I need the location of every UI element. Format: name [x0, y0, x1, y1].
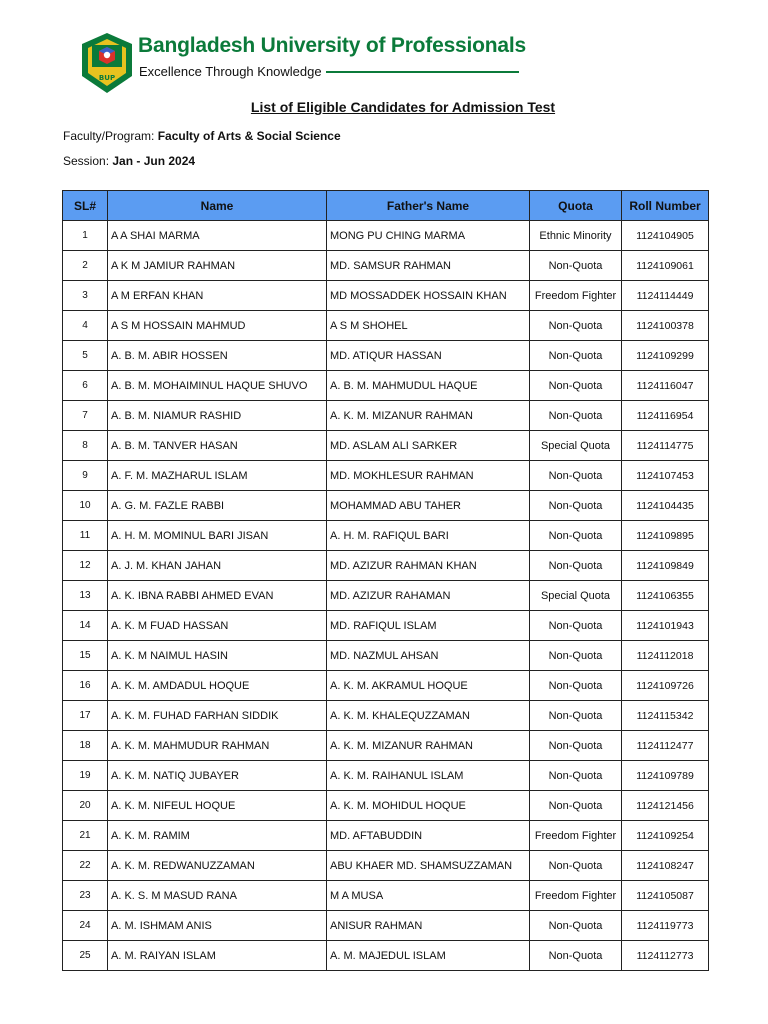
- cell-roll-number: 1124112773: [622, 941, 709, 971]
- cell-quota: Non-Quota: [530, 251, 622, 281]
- column-header-fathers-name: Father's Name: [327, 191, 530, 221]
- cell-sl: 1: [63, 221, 108, 251]
- cell-roll-number: 1124100378: [622, 311, 709, 341]
- cell-roll-number: 1124112018: [622, 641, 709, 671]
- cell-fathers-name: ABU KHAER MD. SHAMSUZZAMAN: [327, 851, 530, 881]
- cell-roll-number: 1124105087: [622, 881, 709, 911]
- cell-roll-number: 1124109895: [622, 521, 709, 551]
- column-header-quota: Quota: [530, 191, 622, 221]
- faculty-value: Faculty of Arts & Social Science: [157, 129, 341, 143]
- cell-roll-number: 1124119773: [622, 911, 709, 941]
- cell-fathers-name: MD. RAFIQUL ISLAM: [327, 611, 530, 641]
- cell-sl: 11: [63, 521, 108, 551]
- cell-roll-number: 1124109254: [622, 821, 709, 851]
- cell-fathers-name: A. H. M. RAFIQUL BARI: [327, 521, 530, 551]
- cell-name: A. K. IBNA RABBI AHMED EVAN: [108, 581, 327, 611]
- table-header-row: [63, 191, 709, 221]
- table-row: [63, 461, 709, 491]
- cell-name: A. K. M. REDWANUZZAMAN: [108, 851, 327, 881]
- table-row: [63, 731, 709, 761]
- cell-fathers-name: A. B. M. MAHMUDUL HAQUE: [327, 371, 530, 401]
- table-row: [63, 791, 709, 821]
- cell-fathers-name: MD. AZIZUR RAHAMAN: [327, 581, 530, 611]
- cell-name: A. H. M. MOMINUL BARI JISAN: [108, 521, 327, 551]
- cell-name: A S M HOSSAIN MAHMUD: [108, 311, 327, 341]
- candidates-table: [62, 190, 709, 971]
- cell-name: A. K. M. MAHMUDUR RAHMAN: [108, 731, 327, 761]
- table-row: [63, 821, 709, 851]
- cell-sl: 25: [63, 941, 108, 971]
- cell-roll-number: 1124121456: [622, 791, 709, 821]
- cell-fathers-name: A. K. M. MIZANUR RAHMAN: [327, 401, 530, 431]
- cell-fathers-name: MD. MOKHLESUR RAHMAN: [327, 461, 530, 491]
- cell-fathers-name: MD. SAMSUR RAHMAN: [327, 251, 530, 281]
- cell-sl: 23: [63, 881, 108, 911]
- cell-fathers-name: ANISUR RAHMAN: [327, 911, 530, 941]
- faculty-label: Faculty/Program:: [63, 129, 158, 143]
- cell-fathers-name: MONG PU CHING MARMA: [327, 221, 530, 251]
- cell-quota: Non-Quota: [530, 311, 622, 341]
- cell-name: A. B. M. TANVER HASAN: [108, 431, 327, 461]
- logo-lettering: BUP: [98, 74, 116, 82]
- table-row: [63, 701, 709, 731]
- document-title: List of Eligible Candidates for Admission Test: [250, 99, 556, 115]
- cell-quota: Non-Quota: [530, 761, 622, 791]
- cell-sl: 6: [63, 371, 108, 401]
- cell-sl: 8: [63, 431, 108, 461]
- cell-name: A. K. M. RAMIM: [108, 821, 327, 851]
- cell-quota: Non-Quota: [530, 371, 622, 401]
- cell-quota: Non-Quota: [530, 401, 622, 431]
- cell-roll-number: 1124104905: [622, 221, 709, 251]
- cell-quota: Non-Quota: [530, 521, 622, 551]
- cell-quota: Freedom Fighter: [530, 281, 622, 311]
- table-row: [63, 251, 709, 281]
- cell-sl: 18: [63, 731, 108, 761]
- cell-fathers-name: A. K. M. MOHIDUL HOQUE: [327, 791, 530, 821]
- table-row: [63, 851, 709, 881]
- cell-name: A. K. M FUAD HASSAN: [108, 611, 327, 641]
- cell-fathers-name: A. K. M. RAIHANUL ISLAM: [327, 761, 530, 791]
- cell-name: A. G. M. FAZLE RABBI: [108, 491, 327, 521]
- cell-sl: 5: [63, 341, 108, 371]
- table-row: [63, 311, 709, 341]
- cell-name: A. B. M. NIAMUR RASHID: [108, 401, 327, 431]
- cell-quota: Non-Quota: [530, 851, 622, 881]
- cell-quota: Non-Quota: [530, 791, 622, 821]
- cell-fathers-name: MD. ATIQUR HASSAN: [327, 341, 530, 371]
- cell-sl: 9: [63, 461, 108, 491]
- cell-roll-number: 1124101943: [622, 611, 709, 641]
- table-row: [63, 611, 709, 641]
- cell-quota: Non-Quota: [530, 611, 622, 641]
- cell-fathers-name: A. K. M. AKRAMUL HOQUE: [327, 671, 530, 701]
- column-header-sl: SL#: [63, 191, 108, 221]
- cell-roll-number: 1124109726: [622, 671, 709, 701]
- cell-fathers-name: MD. AZIZUR RAHMAN KHAN: [327, 551, 530, 581]
- cell-quota: Non-Quota: [530, 461, 622, 491]
- cell-sl: 10: [63, 491, 108, 521]
- cell-roll-number: 1124116047: [622, 371, 709, 401]
- cell-sl: 19: [63, 761, 108, 791]
- cell-quota: Non-Quota: [530, 941, 622, 971]
- table-row: [63, 761, 709, 791]
- cell-name: A. K. M. FUHAD FARHAN SIDDIK: [108, 701, 327, 731]
- cell-sl: 7: [63, 401, 108, 431]
- cell-name: A. F. M. MAZHARUL ISLAM: [108, 461, 327, 491]
- cell-name: A. M. ISHMAM ANIS: [108, 911, 327, 941]
- cell-fathers-name: A. K. M. KHALEQUZZAMAN: [327, 701, 530, 731]
- cell-quota: Special Quota: [530, 581, 622, 611]
- cell-quota: Special Quota: [530, 431, 622, 461]
- cell-name: A. K. M. NATIQ JUBAYER: [108, 761, 327, 791]
- column-header-name: Name: [108, 191, 327, 221]
- cell-fathers-name: MD. AFTABUDDIN: [327, 821, 530, 851]
- table-row: [63, 371, 709, 401]
- cell-roll-number: 1124109849: [622, 551, 709, 581]
- cell-fathers-name: A. M. MAJEDUL ISLAM: [327, 941, 530, 971]
- candidate-rows: [63, 221, 709, 971]
- document-title-wrap: [0, 99, 768, 117]
- cell-fathers-name: MD. NAZMUL AHSAN: [327, 641, 530, 671]
- table-row: [63, 581, 709, 611]
- cell-roll-number: 1124114449: [622, 281, 709, 311]
- cell-sl: 4: [63, 311, 108, 341]
- cell-sl: 3: [63, 281, 108, 311]
- table-row: [63, 281, 709, 311]
- cell-roll-number: 1124107453: [622, 461, 709, 491]
- cell-roll-number: 1124108247: [622, 851, 709, 881]
- column-header-roll-number: Roll Number: [622, 191, 709, 221]
- cell-fathers-name: MD. ASLAM ALI SARKER: [327, 431, 530, 461]
- cell-sl: 24: [63, 911, 108, 941]
- cell-fathers-name: MOHAMMAD ABU TAHER: [327, 491, 530, 521]
- cell-name: A. B. M. ABIR HOSSEN: [108, 341, 327, 371]
- faculty-row: [63, 129, 341, 143]
- table-row: [63, 491, 709, 521]
- cell-quota: Freedom Fighter: [530, 821, 622, 851]
- cell-quota: Freedom Fighter: [530, 881, 622, 911]
- cell-sl: 17: [63, 701, 108, 731]
- table-row: [63, 401, 709, 431]
- table-row: [63, 941, 709, 971]
- tagline-rule: [326, 71, 519, 73]
- table-row: [63, 551, 709, 581]
- cell-sl: 16: [63, 671, 108, 701]
- cell-roll-number: 1124115342: [622, 701, 709, 731]
- cell-quota: Non-Quota: [530, 701, 622, 731]
- table-row: [63, 641, 709, 671]
- table-row: [63, 521, 709, 551]
- cell-quota: Non-Quota: [530, 491, 622, 521]
- university-tagline: Excellence Through Knowledge: [139, 64, 322, 79]
- cell-name: A K M JAMIUR RAHMAN: [108, 251, 327, 281]
- table-row: [63, 431, 709, 461]
- cell-roll-number: 1124114775: [622, 431, 709, 461]
- cell-roll-number: 1124109061: [622, 251, 709, 281]
- cell-name: A A SHAI MARMA: [108, 221, 327, 251]
- cell-sl: 22: [63, 851, 108, 881]
- table-row: [63, 221, 709, 251]
- cell-name: A M ERFAN KHAN: [108, 281, 327, 311]
- cell-roll-number: 1124116954: [622, 401, 709, 431]
- cell-quota: Non-Quota: [530, 551, 622, 581]
- session-value: Jan - Jun 2024: [112, 154, 196, 168]
- university-name: Bangladesh University of Professionals: [138, 34, 527, 57]
- table-row: [63, 881, 709, 911]
- cell-name: A. B. M. MOHAIMINUL HAQUE SHUVO: [108, 371, 327, 401]
- session-label: Session:: [63, 154, 113, 168]
- cell-fathers-name: M A MUSA: [327, 881, 530, 911]
- cell-quota: Non-Quota: [530, 671, 622, 701]
- cell-name: A. J. M. KHAN JAHAN: [108, 551, 327, 581]
- table-row: [63, 341, 709, 371]
- cell-sl: 14: [63, 611, 108, 641]
- university-logo: [80, 32, 134, 94]
- cell-roll-number: 1124109299: [622, 341, 709, 371]
- cell-fathers-name: MD MOSSADDEK HOSSAIN KHAN: [327, 281, 530, 311]
- cell-sl: 20: [63, 791, 108, 821]
- cell-sl: 15: [63, 641, 108, 671]
- cell-fathers-name: A S M SHOHEL: [327, 311, 530, 341]
- cell-roll-number: 1124109789: [622, 761, 709, 791]
- cell-sl: 2: [63, 251, 108, 281]
- session-row: [63, 154, 195, 168]
- cell-roll-number: 1124106355: [622, 581, 709, 611]
- cell-name: A. K. M. NIFEUL HOQUE: [108, 791, 327, 821]
- cell-quota: Non-Quota: [530, 731, 622, 761]
- cell-sl: 12: [63, 551, 108, 581]
- cell-name: A. K. M NAIMUL HASIN: [108, 641, 327, 671]
- cell-quota: Non-Quota: [530, 911, 622, 941]
- table-row: [63, 911, 709, 941]
- cell-quota: Non-Quota: [530, 341, 622, 371]
- cell-roll-number: 1124104435: [622, 491, 709, 521]
- cell-name: A. K. M. AMDADUL HOQUE: [108, 671, 327, 701]
- cell-sl: 13: [63, 581, 108, 611]
- cell-sl: 21: [63, 821, 108, 851]
- cell-name: A. M. RAIYAN ISLAM: [108, 941, 327, 971]
- cell-name: A. K. S. M MASUD RANA: [108, 881, 327, 911]
- table-row: [63, 671, 709, 701]
- cell-quota: Ethnic Minority: [530, 221, 622, 251]
- cell-quota: Non-Quota: [530, 641, 622, 671]
- cell-fathers-name: A. K. M. MIZANUR RAHMAN: [327, 731, 530, 761]
- cell-roll-number: 1124112477: [622, 731, 709, 761]
